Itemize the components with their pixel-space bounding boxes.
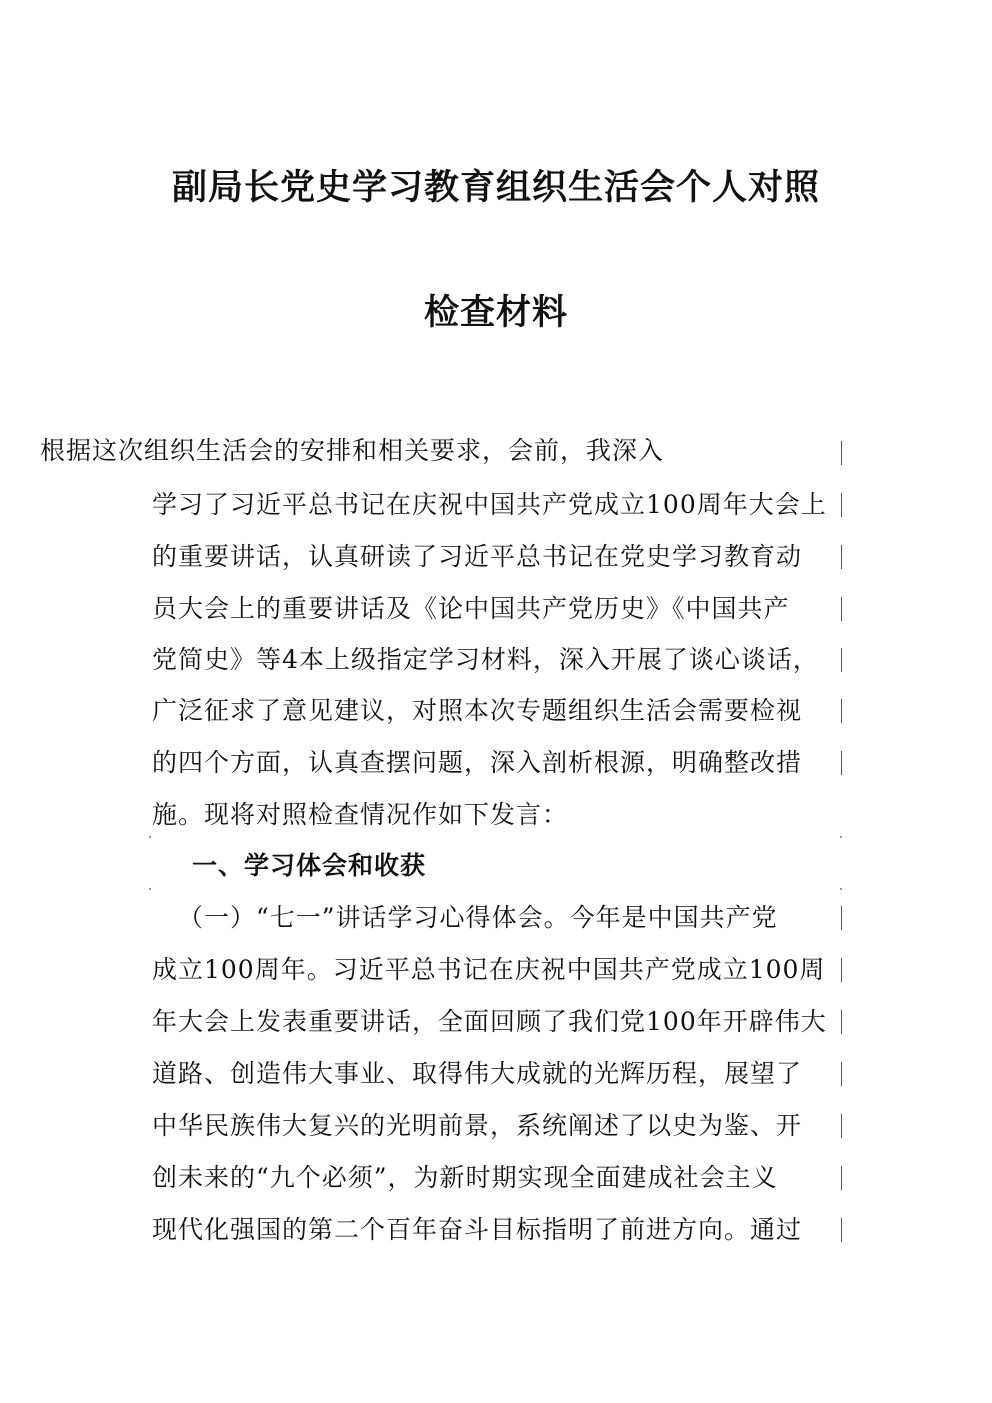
section-heading-1: 一、学习体会和收获 [192, 851, 427, 880]
paragraph-2-line-4: 道路、创造伟大事业、取得伟大成就的光辉历程，展望了 [152, 1059, 803, 1088]
margin-mark [841, 1166, 842, 1190]
paragraph-1-line-1: 根据这次组织生活会的安排和相关要求，会前，我深入 [40, 436, 665, 465]
paragraph-1-line-6: 广泛征求了意见建议，对照本次专题组织生活会需要检视 [152, 696, 803, 725]
margin-mark [841, 493, 842, 517]
margin-mark [841, 648, 842, 672]
paragraph-1-line-5: 党简史》等4本上级指定学习材料，深入开展了谈心谈话， [152, 645, 819, 674]
paragraph-1-line-8: 施。现将对照检查情况作如下发言： [152, 800, 569, 829]
paragraph-1-line-3: 的重要讲话，认真研读了习近平总书记在党史学习教育动 [152, 542, 803, 571]
paragraph-1-line-7: 的四个方面，认真查摆问题，深入剖析根源，明确整改措 [152, 748, 803, 777]
margin-mark [841, 906, 842, 930]
margin-dot [149, 836, 151, 838]
paragraph-2-line-3: 年大会上发表重要讲话，全面回顾了我们党100年开辟伟大 [152, 1007, 827, 1036]
margin-mark [841, 1010, 842, 1034]
margin-dot [840, 888, 842, 890]
margin-mark [841, 699, 842, 723]
margin-dot [149, 888, 151, 890]
margin-dot [840, 836, 842, 838]
paragraph-2-line-5: 中华民族伟大复兴的光明前景，系统阐述了以史为鉴、开 [152, 1111, 803, 1140]
document-title-line-2: 检查材料 [423, 292, 568, 333]
margin-mark [841, 1062, 842, 1086]
margin-mark [841, 441, 842, 465]
document-title-line-1: 副局长党史学习教育组织生活会个人对照 [171, 167, 820, 208]
paragraph-2-line-2: 成立100周年。习近平总书记在庆祝中国共产党成立100周 [152, 955, 826, 984]
paragraph-2-line-1: （一）“七一”讲话学习心得体会。今年是中国共产党 [178, 903, 778, 932]
margin-mark [841, 545, 842, 569]
paragraph-1-line-4: 员大会上的重要讲话及《论中国共产党历史》《中国共产 [152, 594, 790, 623]
margin-mark [841, 751, 842, 775]
margin-mark [841, 1114, 842, 1138]
margin-mark [841, 958, 842, 982]
margin-mark [841, 597, 842, 621]
margin-mark [841, 1218, 842, 1242]
paragraph-1-line-2: 学习了习近平总书记在庆祝中国共产党成立100周年大会上 [152, 490, 827, 519]
paragraph-2-line-7: 现代化强国的第二个百年奋斗目标指明了前进方向。通过 [152, 1215, 803, 1244]
paragraph-2-line-6: 创未来的“九个必须”，为新时期实现全面建成社会主义 [152, 1163, 778, 1192]
